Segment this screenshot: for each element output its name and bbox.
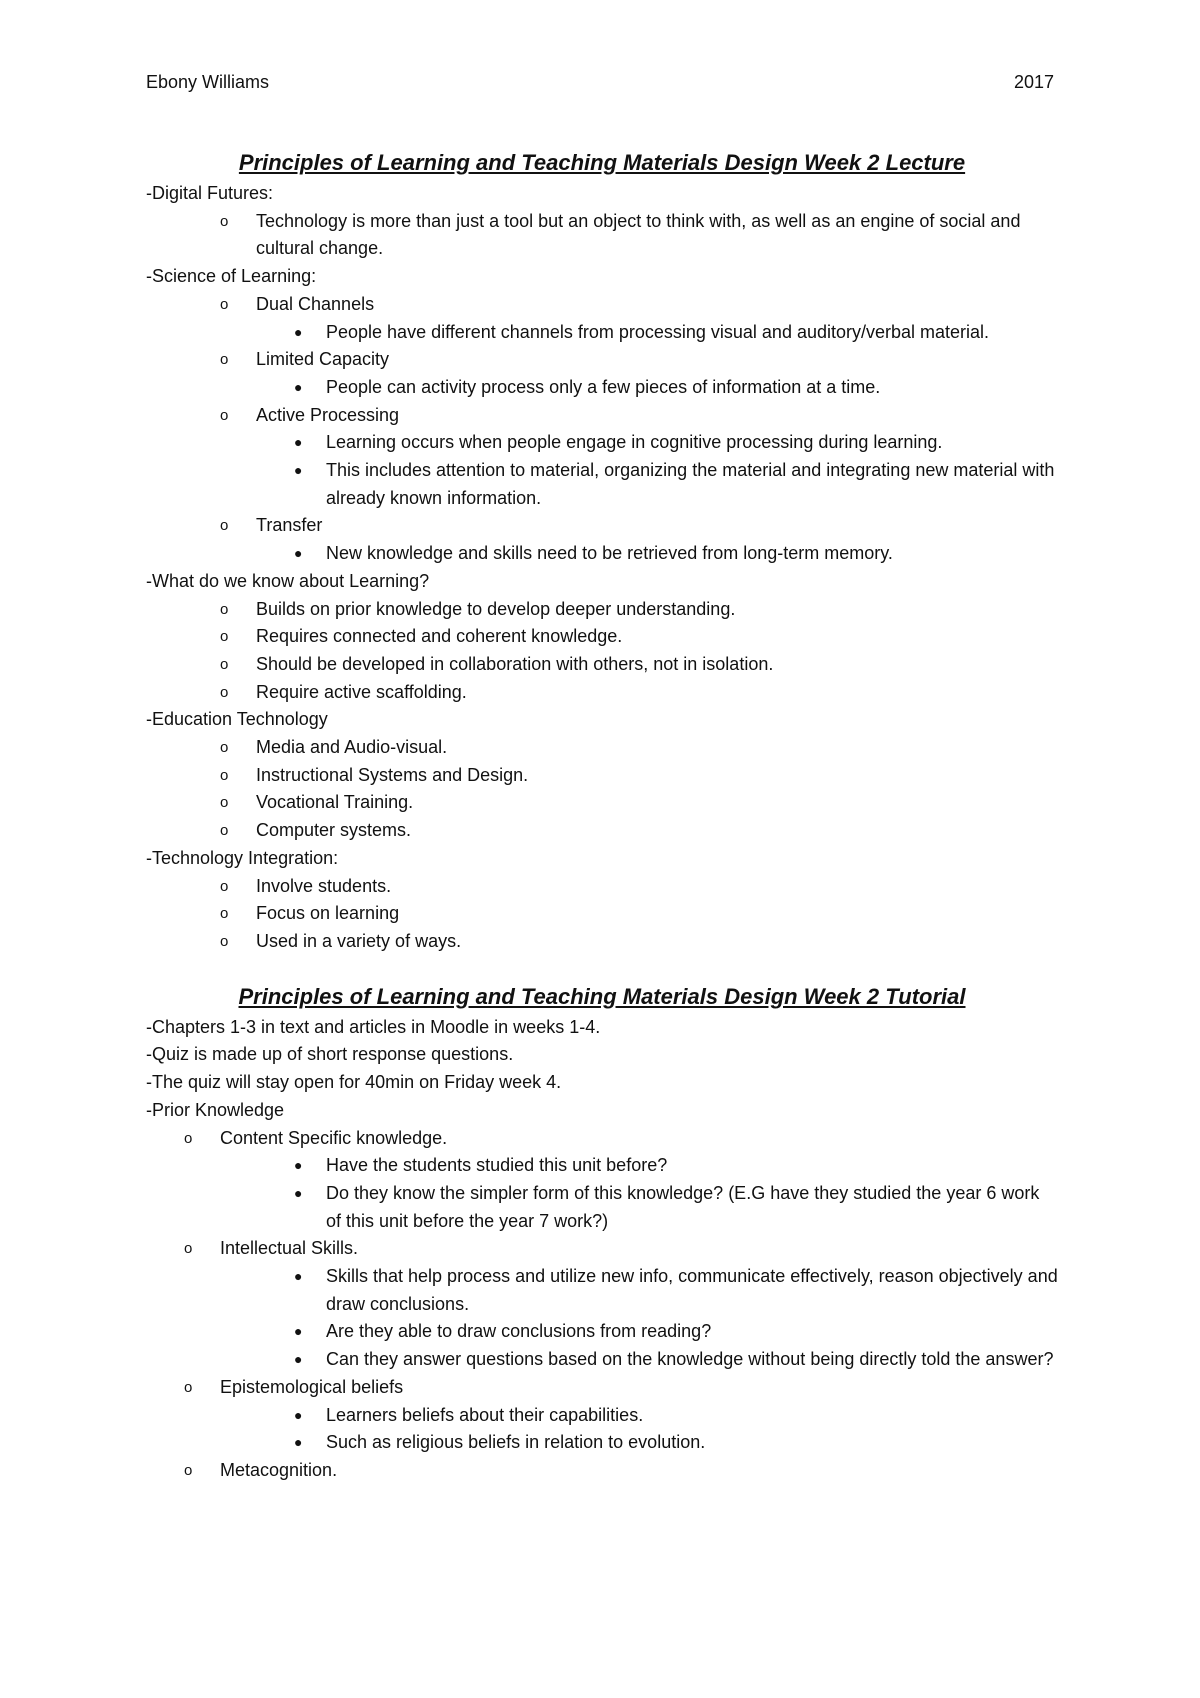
list-item-text: Content Specific knowledge. (220, 1127, 448, 1148)
list-item (146, 1374, 1058, 1402)
sub-list-item (146, 1180, 1058, 1235)
list-item (146, 900, 1058, 928)
section-heading: -Digital Futures: (146, 183, 274, 203)
list-item (146, 291, 1058, 319)
tutorial-line: -Chapters 1-3 in text and articles in Moodle in weeks 1-4. (146, 1016, 601, 1037)
list-item-text: Vocational Training. (256, 792, 414, 813)
list-item (146, 679, 1058, 707)
circle-bullet-icon: o (220, 766, 229, 784)
circle-bullet-icon: o (184, 1378, 193, 1396)
list-item (146, 346, 1058, 374)
bullet-icon: ● (294, 545, 303, 562)
list-item-text: Limited Capacity (256, 349, 390, 370)
list-item-text: Transfer (256, 515, 323, 536)
list-item (146, 734, 1058, 762)
bullet-icon: ● (294, 1351, 303, 1368)
circle-bullet-icon: o (220, 794, 229, 812)
circle-bullet-icon: o (220, 406, 229, 424)
sub-list-item (146, 1402, 1058, 1430)
list-item (146, 1125, 1058, 1153)
sub-list-item-text: Learning occurs when people engage in cognitive processing during learning. (326, 432, 943, 453)
sub-list-item (146, 457, 1058, 512)
prior-knowledge-items (146, 1125, 1058, 1485)
circle-bullet-icon: o (220, 877, 229, 895)
list-item-text: Should be developed in collaboration with others, not in isolation. (256, 653, 774, 674)
page-header (146, 72, 1054, 102)
prior-knowledge-heading: -Prior Knowledge (146, 1099, 285, 1120)
list-item (146, 817, 1058, 845)
circle-bullet-icon: o (220, 683, 229, 701)
bullet-icon: ● (294, 1406, 303, 1423)
sub-list-item-text: Learners beliefs about their capabilities. (326, 1404, 644, 1425)
bullet-icon: ● (294, 462, 303, 479)
list-item-text: Requires connected and coherent knowledge. (256, 626, 623, 647)
bullet-icon: ● (294, 1157, 303, 1174)
list-item-text: Active Processing (256, 404, 400, 425)
list-item (146, 928, 1058, 956)
circle-bullet-icon: o (220, 822, 229, 840)
sub-list-item-text: Are they able to draw conclusions from reading? (326, 1321, 712, 1342)
bullet-icon: ● (294, 323, 303, 340)
bullet-icon: ● (294, 1184, 303, 1201)
tutorial-lines (146, 1014, 1058, 1097)
list-item-text: Media and Audio-visual. (256, 737, 448, 758)
list-item (146, 623, 1058, 651)
list-item (146, 762, 1058, 790)
section-heading: -What do we know about Learning? (146, 570, 430, 591)
circle-bullet-icon: o (220, 655, 229, 673)
bullet-icon: ● (294, 378, 303, 395)
list-item-text: Metacognition. (220, 1459, 338, 1480)
list-item-text: Technology is more than just a tool but an object to think with, as well as an engine of social and cultural change. (256, 210, 1021, 259)
list-item-text: Dual Channels (256, 293, 375, 314)
tutorial-title: Principles of Learning and Teaching Materials Design Week 2 Tutorial (238, 983, 966, 1009)
list-item-text: Intellectual Skills. (220, 1238, 359, 1259)
tutorial-line: -The quiz will stay open for 40min on Friday week 4. (146, 1072, 562, 1093)
document-year: 2017 (1013, 72, 1054, 92)
sub-list-item-text: Do they know the simpler form of this knowledge? (E.G have they studied the year 6 work of this unit before the year 7 work?) (326, 1182, 1040, 1231)
circle-bullet-icon: o (220, 295, 229, 313)
bullet-icon: ● (294, 434, 303, 451)
circle-bullet-icon: o (220, 517, 229, 535)
circle-bullet-icon: o (220, 600, 229, 618)
circle-bullet-icon: o (220, 739, 229, 757)
circle-bullet-icon: o (220, 905, 229, 923)
document-body (146, 148, 1058, 1485)
list-item (146, 596, 1058, 624)
bullet-icon: ● (294, 1323, 303, 1340)
sub-list-item (146, 319, 1058, 347)
list-item-text: Instructional Systems and Design. (256, 764, 529, 785)
circle-bullet-icon: o (220, 351, 229, 369)
sub-list-item (146, 540, 1058, 568)
sub-list-item (146, 1429, 1058, 1457)
sub-list-item (146, 1346, 1058, 1374)
list-item (146, 208, 1058, 263)
sub-list-item (146, 374, 1058, 402)
list-item (146, 651, 1058, 679)
sub-list-item-text: This includes attention to material, organizing the material and integrating new material with already known information. (326, 460, 1055, 508)
list-item-text: Involve students. (256, 875, 392, 896)
bullet-icon: ● (294, 1268, 303, 1285)
author-name: Ebony Williams (146, 72, 270, 92)
sub-list-item (146, 1152, 1058, 1180)
list-item (146, 873, 1058, 901)
list-item-text: Require active scaffolding. (256, 681, 467, 702)
list-item-text: Computer systems. (256, 820, 412, 841)
list-item-text: Epistemological beliefs (220, 1376, 404, 1397)
sub-list-item (146, 1263, 1058, 1318)
sub-list-item-text: Such as religious beliefs in relation to evolution. (326, 1432, 706, 1453)
sub-list-item-text: People have different channels from processing visual and auditory/verbal material. (326, 321, 990, 342)
sub-list-item-text: Skills that help process and utilize new info, communicate effectively, reason objectively and draw conclusions. (326, 1266, 1058, 1314)
lecture-title: Principles of Learning and Teaching Materials Design Week 2 Lecture (238, 150, 966, 175)
circle-bullet-icon: o (184, 1461, 193, 1479)
circle-bullet-icon: o (184, 1129, 193, 1147)
list-item (146, 512, 1058, 540)
circle-bullet-icon: o (220, 932, 229, 950)
circle-bullet-icon: o (220, 212, 229, 230)
list-item-text: Focus on learning (256, 903, 400, 924)
bullet-icon: ● (294, 1434, 303, 1451)
sub-list-item (146, 429, 1058, 457)
list-item (146, 402, 1058, 430)
circle-bullet-icon: o (220, 628, 229, 646)
sub-list-item-text: New knowledge and skills need to be retrieved from long-term memory. (326, 543, 893, 564)
list-item (146, 789, 1058, 817)
section-heading: -Education Technology (146, 709, 328, 730)
tutorial-line: -Quiz is made up of short response questions. (146, 1044, 514, 1065)
list-item (146, 1235, 1058, 1263)
list-item-text: Builds on prior knowledge to develop deeper understanding. (256, 598, 736, 619)
list-item (146, 1457, 1058, 1485)
sub-list-item-text: Can they answer questions based on the knowledge without being directly told the answer? (326, 1349, 1054, 1370)
sub-list-item (146, 1318, 1058, 1346)
section-heading: -Science of Learning: (146, 266, 317, 287)
sub-list-item-text: Have the students studied this unit before? (326, 1155, 668, 1176)
lecture-sections (146, 180, 1058, 956)
list-item-text: Used in a variety of ways. (256, 930, 462, 951)
section-heading: -Technology Integration: (146, 847, 339, 868)
circle-bullet-icon: o (184, 1240, 193, 1258)
sub-list-item-text: People can activity process only a few pieces of information at a time. (326, 376, 881, 397)
